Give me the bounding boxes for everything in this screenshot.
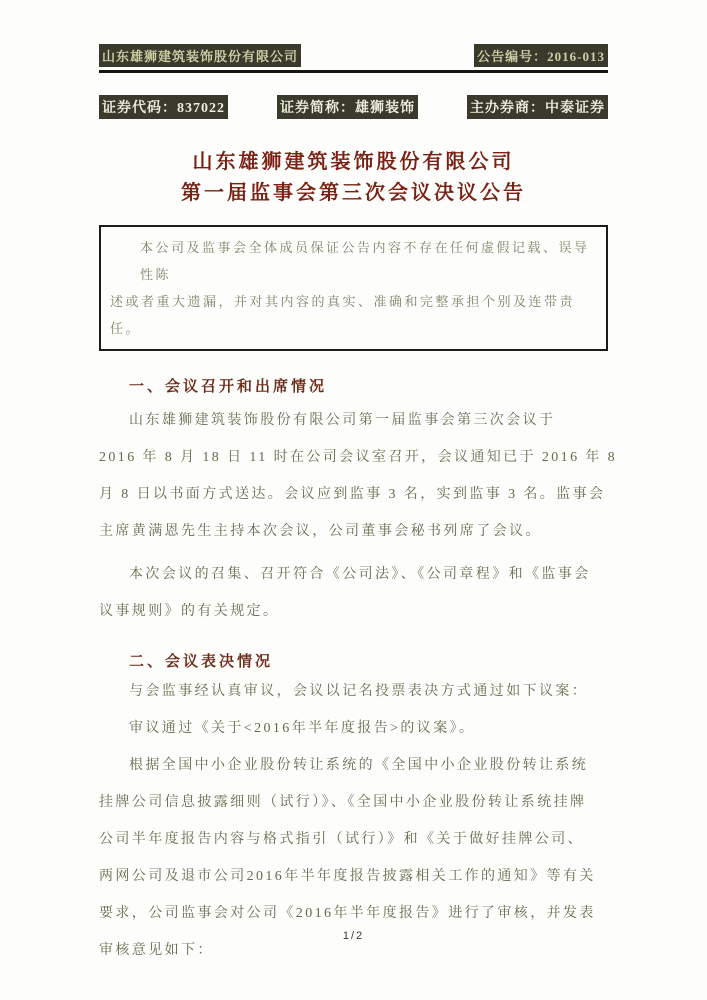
paragraph [99, 673, 608, 710]
paragraph [99, 402, 618, 550]
text-line: 述或者重大遗漏，并对其内容的真实、准确和完整承担个别及连带责任。 [110, 294, 576, 336]
company-name: 山东雄狮建筑装饰股份有限公司 [99, 44, 301, 67]
text-line: 议事规则》的有关规定。 [99, 604, 280, 619]
text-line: 与会监事经认真审议，会议以记名投票表决方式通过如下议案： [129, 684, 589, 699]
text-line: 山东雄狮建筑装饰股份有限公司第一届监事会第三次会议于 [129, 413, 556, 428]
text-line: 本次会议的召集、召开符合《公司法》、《公司章程》和《监事会 [129, 567, 591, 582]
text-line: 本公司及监事会全体成员保证公告内容不存在任何虚假记载、误导性陈 [140, 240, 590, 282]
document-title [99, 147, 608, 209]
paragraph [99, 556, 608, 630]
page-number: 1/2 [342, 930, 365, 942]
text-line: 公司半年度报告内容与格式指引（试行）》和《关于做好挂牌公司、 [99, 832, 584, 847]
disclaimer-box [99, 225, 608, 351]
text-line: 月 8 日以书面方式送达。会议应到监事 3 名，实到监事 3 名。监事会 [99, 487, 606, 502]
paragraph [99, 710, 608, 747]
text-line: 2016 年 8 月 18 日 11 时在公司会议室召开，会议通知已于 2016 年 8 [99, 450, 618, 465]
section-heading-2: 二、会议表决情况 [129, 654, 274, 670]
document-title-line2: 第一届监事会第三次会议决议公告 [181, 182, 526, 204]
document-masthead [99, 44, 608, 67]
header-divider [99, 70, 608, 73]
securities-code: 证券代码：837022 [99, 95, 228, 119]
text-line: 要求，公司监事会对公司《2016年半年度报告》进行了审核，并发表 [99, 906, 596, 921]
announcement-number: 公告编号：2016-013 [474, 44, 608, 67]
text-line: 主席黄满恩先生主持本次会议，公司董事会秘书列席了会议。 [99, 524, 542, 539]
section-heading-1: 一、会议召开和出席情况 [129, 379, 328, 395]
securities-short-name: 证券简称：雄狮装饰 [277, 95, 418, 119]
text-line: 审核意见如下： [99, 943, 214, 958]
securities-info-row [99, 95, 608, 119]
text-line: 审议通过《关于<2016年半年度报告>的议案》。 [129, 721, 476, 736]
text-line: 挂牌公司信息披露细则（试行）》、《全国中小企业股份转让系统挂牌 [99, 795, 587, 810]
sponsor-broker: 主办券商：中泰证券 [467, 95, 608, 119]
text-line: 两网公司及退市公司2016年半年度报告披露相关工作的通知》等有关 [99, 869, 596, 884]
text-line: 根据全国中小企业股份转让系统的《全国中小企业股份转让系统 [129, 758, 589, 773]
document-title-line1: 山东雄狮建筑装饰股份有限公司 [192, 151, 515, 173]
